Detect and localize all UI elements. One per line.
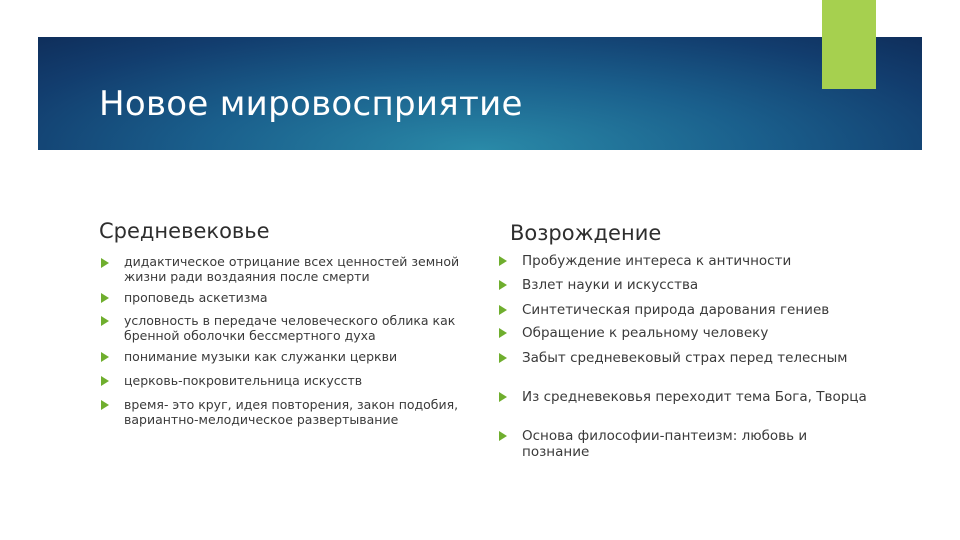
- bullet-icon: [101, 376, 109, 386]
- list-item: проповедь аскетизма: [124, 290, 268, 305]
- list-item: Из средневековья переходит тема Бога, Творца: [522, 389, 867, 405]
- left-column-heading: Средневековье: [99, 219, 270, 243]
- list-item: Пробуждение интереса к античности: [522, 253, 792, 269]
- list-item: условность в передаче человеческого облика как бренной оболочки бессмертного духа: [124, 313, 456, 343]
- bullet-icon: [101, 293, 109, 303]
- slide-title: Новое мировосприятие: [99, 84, 523, 124]
- list-item: Основа философии-пантеизм: любовь и познание: [522, 428, 808, 460]
- bullet-icon: [101, 400, 109, 410]
- bullet-icon: [101, 316, 109, 326]
- list-item: Забыт средневековый страх перед телесным: [522, 350, 848, 366]
- bullet-icon: [499, 280, 507, 290]
- list-item: Взлет науки и искусства: [522, 277, 699, 293]
- list-item: Обращение к реальному человеку: [522, 325, 769, 341]
- bullet-icon: [499, 305, 507, 315]
- bullet-icon: [499, 256, 507, 266]
- right-column-heading: Возрождение: [510, 221, 662, 245]
- bullet-icon: [499, 431, 507, 441]
- bullet-icon: [499, 328, 507, 338]
- bullet-icon: [499, 392, 507, 402]
- bullet-icon: [499, 353, 507, 363]
- list-item: понимание музыки как служанки церкви: [124, 349, 398, 364]
- list-item: время- это круг, идея повторения, закон подобия, вариантно-мелодическое развертывание: [124, 397, 459, 427]
- list-item: Синтетическая природа дарования гениев: [522, 302, 830, 318]
- accent-bar: [822, 0, 876, 89]
- list-item: церковь-покровительница искусств: [124, 373, 363, 388]
- bullet-icon: [101, 352, 109, 362]
- list-item: дидактическое отрицание всех ценностей земной жизни ради воздаяния после смерти: [124, 254, 460, 284]
- bullet-icon: [101, 258, 109, 268]
